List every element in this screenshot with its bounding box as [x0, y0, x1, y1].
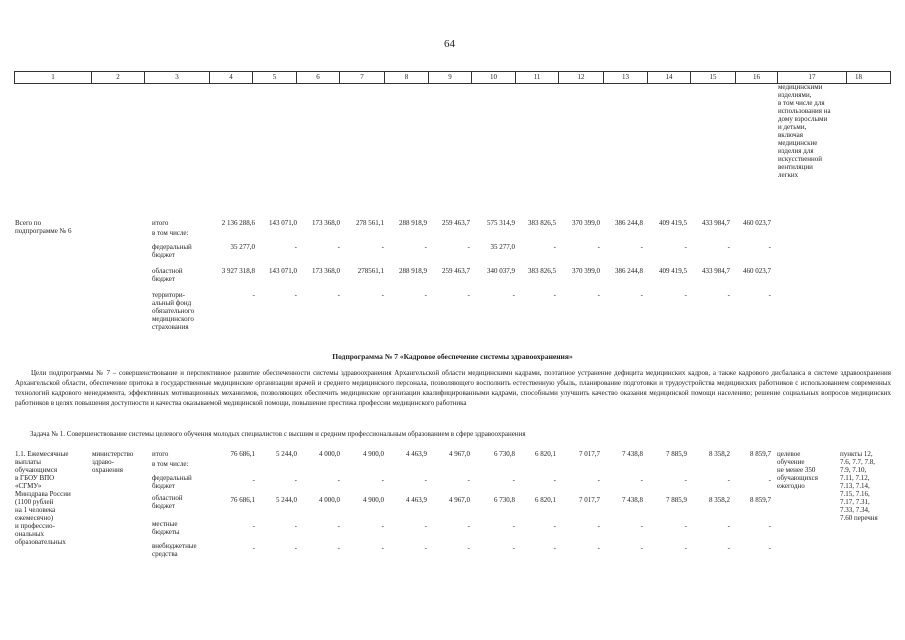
expected-result: [777, 450, 818, 490]
value-cell: -: [768, 243, 771, 251]
value-cell: -: [512, 476, 515, 484]
expected-result-line: целевое: [777, 450, 801, 458]
value-cell: 433 984,7: [702, 219, 730, 227]
value-cell: 288 918,9: [399, 219, 427, 227]
value-cell: -: [381, 291, 384, 299]
col17-continuation: [778, 83, 831, 179]
funding-source-line: бюджет: [152, 251, 175, 259]
col17-continuation-line: и детьми,: [778, 123, 807, 131]
value-cell: -: [553, 243, 556, 251]
funding-source-line: в том числе:: [152, 229, 189, 237]
value-cell: -: [424, 291, 427, 299]
funding-source-line: областной: [152, 267, 183, 275]
value-cell: -: [553, 476, 556, 484]
value-cell: 7 438,8: [622, 450, 643, 458]
list-points-line: пункты 12,: [840, 450, 873, 458]
value-cell: 460 023,7: [743, 267, 771, 275]
col17-continuation-line: дому взрослыми: [778, 115, 828, 123]
header-col-2: 2: [92, 72, 145, 83]
value-cell: 143 071,0: [269, 267, 297, 275]
value-cell: 6 730,8: [494, 496, 515, 504]
value-cell: 288 918,9: [399, 267, 427, 275]
header-col-14: 14: [648, 72, 691, 83]
list-points-line: 7.6, 7.7, 7.8,: [840, 458, 875, 466]
funding-source: [152, 229, 189, 237]
funding-source-line: бюджет: [152, 482, 175, 490]
funding-source-line: итого: [152, 450, 169, 458]
funding-source-line: альный фонд: [152, 299, 192, 307]
value-cell: -: [337, 544, 340, 552]
value-cell: -: [684, 544, 687, 552]
executor-line: охранения: [92, 466, 123, 474]
header-col-9: 9: [429, 72, 472, 83]
value-cell: -: [294, 476, 297, 484]
value-cell: 278561,1: [357, 267, 384, 275]
header-col-10: 10: [472, 72, 516, 83]
funding-source: [152, 450, 168, 458]
value-cell: 5 244,0: [276, 450, 297, 458]
value-cell: -: [337, 243, 340, 251]
value-cell: -: [640, 243, 643, 251]
funding-source-line: бюджет: [152, 502, 175, 510]
value-cell: -: [424, 243, 427, 251]
value-cell: -: [467, 243, 470, 251]
value-cell: -: [640, 544, 643, 552]
funding-source-line: территори-: [152, 291, 185, 299]
list-points-line: 7.9, 7.10,: [840, 466, 867, 474]
value-cell: 259 463,7: [442, 219, 470, 227]
value-cell: -: [337, 291, 340, 299]
value-cell: -: [597, 522, 600, 530]
value-cell: 409 419,5: [659, 267, 687, 275]
funding-source-line: бюджет: [152, 275, 175, 283]
activity-name: [15, 450, 71, 546]
col17-continuation-line: легких: [778, 171, 799, 179]
activity-name-line: Минздрава России: [15, 490, 71, 498]
activity-name-line: и профессио-: [15, 522, 55, 530]
value-cell: 6 820,1: [535, 496, 556, 504]
value-cell: 4 463,9: [406, 450, 427, 458]
value-cell: -: [424, 544, 427, 552]
value-cell: -: [337, 476, 340, 484]
value-cell: -: [727, 243, 730, 251]
list-points-line: 7.17, 7.31,: [840, 498, 870, 506]
expected-result-line: обучение: [777, 458, 805, 466]
list-points-line: 7.11, 7.12,: [840, 474, 870, 482]
header-col-6: 6: [297, 72, 340, 83]
value-cell: 8 358,2: [709, 450, 730, 458]
value-cell: -: [252, 522, 255, 530]
col17-continuation-line: в том числе для: [778, 99, 825, 107]
subprogram-goal-paragraph: Цели подпрограммы № 7 – совершенствование и перспективное развитие обеспеченности системы здравоохранения Архангельской области медицинскими кадрами, поэтапное устранение дефицита медицинских кадров, а также кадрового дисбаланса в системе здравоохранения Архангельской области, обеспечение притока в государственные медицинские организации врачей и среднего медицинского персонала, позволяющего восполнить естественную убыль, планирование подготовки и трудоустройства медицинских работников с использованием современных технологий кадрового менеджмента, эффективных мотивационных механизмов, позволяющих обеспечить медицинские организации квалифицированными кадрами, способными улучшить качество оказания медицинской помощи населению; решение социальных вопросов медицинских работников в целях повышения доступности и качества оказываемой медицинской помощи, повышение престижа профессии медицинского работника: [15, 369, 891, 407]
value-cell: -: [768, 476, 771, 484]
value-cell: -: [252, 544, 255, 552]
funding-source-line: итого: [152, 219, 169, 227]
value-cell: -: [597, 476, 600, 484]
value-cell: 6 820,1: [535, 450, 556, 458]
header-col-17: 17: [778, 72, 847, 83]
value-cell: 4 463,9: [406, 496, 427, 504]
col17-continuation-line: изделиями,: [778, 91, 812, 99]
value-cell: -: [553, 291, 556, 299]
value-cell: 8 358,2: [709, 496, 730, 504]
executor-line: здраво-: [92, 458, 114, 466]
funding-source-line: внебюджетные: [152, 542, 197, 550]
header-col-15: 15: [691, 72, 736, 83]
value-cell: -: [553, 544, 556, 552]
header-col-12: 12: [559, 72, 604, 83]
value-cell: 8 859,7: [750, 496, 771, 504]
value-cell: -: [684, 476, 687, 484]
value-cell: -: [597, 243, 600, 251]
value-cell: -: [727, 291, 730, 299]
value-cell: -: [294, 522, 297, 530]
value-cell: 7 885,9: [666, 496, 687, 504]
value-cell: 6 730,8: [494, 450, 515, 458]
funding-source: [152, 460, 189, 468]
value-cell: 7 017,7: [579, 496, 600, 504]
list-points-line: 7.33, 7.34,: [840, 506, 870, 514]
value-cell: -: [512, 291, 515, 299]
value-cell: 7 017,7: [579, 450, 600, 458]
header-col-3: 3: [145, 72, 210, 83]
value-cell: 575 314,9: [487, 219, 515, 227]
funding-source: [152, 219, 168, 227]
activity-name-line: в ГБОУ ВПО: [15, 474, 55, 482]
list-points: [840, 450, 878, 522]
value-cell: -: [294, 243, 297, 251]
list-points-line: 7.60 перечня: [840, 514, 878, 522]
activity-name-line: ональных: [15, 530, 45, 538]
funding-source-line: областной: [152, 494, 183, 502]
list-points-line: 7.13, 7.14,: [840, 482, 870, 490]
value-cell: 278 561,1: [356, 219, 384, 227]
page-number: 64: [444, 38, 455, 50]
activity-name-line: «СГМУ»: [15, 482, 42, 490]
header-col-8: 8: [385, 72, 429, 83]
expected-result-line: не менее 350: [777, 466, 816, 474]
value-cell: -: [467, 291, 470, 299]
activity-name-line: 1.1. Ежемесячные: [15, 450, 69, 458]
funding-source: [152, 542, 197, 558]
value-cell: -: [640, 522, 643, 530]
value-cell: -: [684, 522, 687, 530]
funding-source: [152, 474, 192, 490]
col17-continuation-line: вентиляции: [778, 163, 813, 171]
list-points-line: 7.15, 7.16,: [840, 490, 870, 498]
value-cell: 5 244,0: [276, 496, 297, 504]
value-cell: -: [684, 243, 687, 251]
header-col-11: 11: [516, 72, 559, 83]
value-cell: 386 244,8: [615, 267, 643, 275]
expected-result-line: ежегодно: [777, 482, 805, 490]
col17-continuation-line: изделия для: [778, 147, 814, 155]
value-cell: 4 967,0: [449, 496, 470, 504]
value-cell: 35 277,0: [490, 243, 515, 251]
value-cell: 433 984,7: [702, 267, 730, 275]
funding-source: [152, 291, 194, 331]
value-cell: -: [381, 476, 384, 484]
value-cell: -: [768, 522, 771, 530]
executor: [92, 450, 133, 474]
task-heading: Задача № 1. Совершенствование системы целевого обучения молодых специалистов с высшим и средним профессиональным образованием в сфере здравоохранения: [30, 430, 526, 438]
header-col-5: 5: [253, 72, 297, 83]
col17-continuation-line: медицинскими: [778, 83, 823, 91]
value-cell: 7 438,8: [622, 496, 643, 504]
value-cell: 383 826,5: [528, 267, 556, 275]
value-cell: -: [424, 522, 427, 530]
value-cell: -: [294, 291, 297, 299]
value-cell: -: [424, 476, 427, 484]
section-title: Подпрограмма № 7 «Кадровое обеспечение системы здравоохранения»: [332, 352, 573, 361]
value-cell: -: [381, 243, 384, 251]
header-col-4: 4: [210, 72, 253, 83]
value-cell: -: [684, 291, 687, 299]
funding-source-line: медицинского: [152, 315, 194, 323]
value-cell: 4 000,0: [319, 450, 340, 458]
value-cell: -: [768, 291, 771, 299]
value-cell: -: [553, 522, 556, 530]
value-cell: 259 463,7: [442, 267, 470, 275]
activity-name-line: образовательных: [15, 538, 66, 546]
subprogram6-total-label-line: Всего по: [15, 219, 42, 227]
value-cell: -: [467, 476, 470, 484]
value-cell: -: [381, 522, 384, 530]
funding-source-line: местные: [152, 520, 178, 528]
activity-name-line: обучающимся: [15, 466, 58, 474]
value-cell: -: [337, 522, 340, 530]
value-cell: 386 244,8: [615, 219, 643, 227]
funding-source: [152, 494, 183, 510]
value-cell: 76 686,1: [230, 496, 255, 504]
funding-source-line: федеральный: [152, 243, 192, 251]
value-cell: -: [512, 544, 515, 552]
value-cell: -: [467, 544, 470, 552]
value-cell: -: [294, 544, 297, 552]
value-cell: 4 967,0: [449, 450, 470, 458]
header-col-16: 16: [736, 72, 778, 83]
value-cell: -: [597, 544, 600, 552]
value-cell: -: [597, 291, 600, 299]
value-cell: 4 900,0: [363, 450, 384, 458]
executor-line: министерство: [92, 450, 134, 458]
funding-source: [152, 243, 192, 259]
value-cell: -: [252, 291, 255, 299]
activity-name-line: (1100 рублей: [15, 498, 54, 506]
value-cell: 76 686,1: [230, 450, 255, 458]
col17-continuation-line: использования на: [778, 107, 831, 115]
value-cell: -: [727, 476, 730, 484]
header-col-7: 7: [340, 72, 385, 83]
value-cell: 143 071,0: [269, 219, 297, 227]
activity-name-line: на 1 человека: [15, 506, 56, 514]
value-cell: 409 419,5: [659, 219, 687, 227]
col17-continuation-line: включая: [778, 131, 804, 139]
value-cell: -: [727, 544, 730, 552]
value-cell: 383 826,5: [528, 219, 556, 227]
value-cell: -: [768, 544, 771, 552]
funding-source-line: федеральный: [152, 474, 192, 482]
funding-source-line: страхования: [152, 323, 189, 331]
value-cell: 8 859,7: [750, 450, 771, 458]
value-cell: 2 136 288,6: [221, 219, 255, 227]
value-cell: -: [381, 544, 384, 552]
header-col-18: 18: [855, 73, 862, 81]
activity-name-line: ежемесячно): [15, 514, 54, 522]
header-col-1: 1: [15, 72, 92, 83]
value-cell: 7 885,9: [666, 450, 687, 458]
value-cell: 173 368,0: [312, 267, 340, 275]
value-cell: 4 900,0: [363, 496, 384, 504]
col17-continuation-line: искусственной: [778, 155, 823, 163]
funding-source: [152, 267, 183, 283]
value-cell: -: [512, 522, 515, 530]
expected-result-line: обучающихся: [777, 474, 818, 482]
value-cell: -: [640, 291, 643, 299]
value-cell: 4 000,0: [319, 496, 340, 504]
value-cell: -: [467, 522, 470, 530]
value-cell: 173 368,0: [312, 219, 340, 227]
column-number-header: [14, 71, 891, 84]
col17-continuation-line: медицинские: [778, 139, 818, 147]
value-cell: 3 927 318,8: [221, 267, 255, 275]
funding-source-line: обязательного: [152, 307, 195, 315]
value-cell: -: [640, 476, 643, 484]
value-cell: -: [727, 522, 730, 530]
value-cell: 460 023,7: [743, 219, 771, 227]
value-cell: 370 399,0: [572, 267, 600, 275]
subprogram6-total-label-line: подпрограмме № 6: [15, 227, 72, 235]
activity-name-line: выплаты: [15, 458, 41, 466]
value-cell: 35 277,0: [230, 243, 255, 251]
value-cell: 340 037,9: [487, 267, 515, 275]
funding-source: [152, 520, 180, 536]
funding-source-line: в том числе:: [152, 460, 189, 468]
header-col-13: 13: [604, 72, 648, 83]
value-cell: 370 399,0: [572, 219, 600, 227]
funding-source-line: средства: [152, 550, 178, 558]
subprogram6-total-label: [15, 219, 71, 235]
value-cell: -: [252, 476, 255, 484]
funding-source-line: бюджеты: [152, 528, 180, 536]
